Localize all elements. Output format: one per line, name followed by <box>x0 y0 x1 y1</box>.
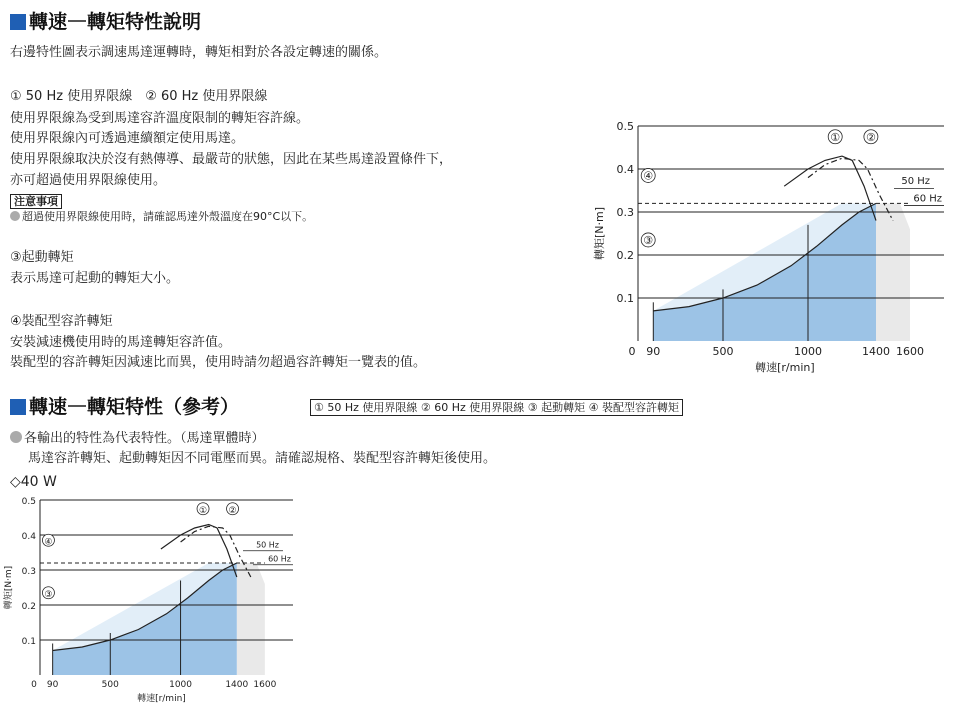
x-axis-label: 轉速[r/min] <box>137 694 186 704</box>
y-tick-label: 0.3 <box>21 567 36 577</box>
y-tick-label: 0.5 <box>21 497 36 507</box>
y-tick-label: 0.1 <box>21 637 36 647</box>
x-tick-label: 1000 <box>169 680 193 690</box>
legend-60hz: 60 Hz <box>268 554 291 564</box>
x-tick-label: 1400 <box>225 680 249 690</box>
legend-50hz: 50 Hz <box>256 540 279 550</box>
title-square-icon <box>10 399 26 415</box>
y-tick-label: 0.4 <box>21 532 36 542</box>
item12-line: 亦可超過使用界限線使用。 <box>10 173 167 188</box>
marker-label: ② <box>865 130 876 144</box>
legend-50hz: 50 Hz <box>901 176 930 188</box>
item4-line: 裝配型的容許轉矩因減速比而異，使用時請勿超過容許轉矩一覽表的值。 <box>10 355 427 370</box>
x-tick-label: 0 <box>31 680 37 690</box>
x-tick-label: 1600 <box>896 345 924 358</box>
title-square-icon <box>10 14 26 30</box>
item12-heading: ① 50 Hz 使用界限線 ② 60 Hz 使用界限線 <box>10 89 268 104</box>
legend-60hz: 60 Hz <box>913 193 942 205</box>
marker-label: ① <box>830 130 841 144</box>
region-gray <box>876 203 910 341</box>
x-tick-label: 0 <box>628 345 636 358</box>
y-tick-label: 0.5 <box>616 120 634 133</box>
y-tick-label: 0.2 <box>21 602 36 612</box>
y-tick-label: 0.3 <box>616 206 634 219</box>
item4-heading: ④裝配型容許轉矩 <box>10 314 113 329</box>
bullet-icon <box>10 211 20 221</box>
section2-title: 轉速 轉矩特性（參考） <box>10 392 239 419</box>
note-label: 注意事項 <box>10 190 62 209</box>
bullet-icon <box>10 431 22 443</box>
x-tick-label: 500 <box>712 345 734 358</box>
marker-label: ① <box>199 505 208 516</box>
y-axis-label: 轉矩[N·m] <box>4 565 14 610</box>
y-tick-label: 0.1 <box>616 292 634 305</box>
title-dash <box>68 405 86 407</box>
item12-line: 使用界限線取決於沒有熱傳導、最嚴苛的狀態，因此在某些馬達設置條件下， <box>10 152 453 167</box>
y-axis-label: 轉矩[N·m] <box>593 206 606 261</box>
note-text: 超過使用界限線使用時，請確認馬達外殼溫度在90°C以下。 <box>10 208 313 224</box>
section1-title: 轉速 轉矩特性說明 <box>10 7 201 34</box>
item12-line: 使用界限線內可透過連續額定使用馬達。 <box>10 131 245 146</box>
marker-label: ③ <box>44 589 53 600</box>
x-axis-label: 轉速[r/min] <box>755 361 815 374</box>
item12-line: 使用界限線為受到馬達容許溫度限制的轉矩容許線。 <box>10 111 310 126</box>
item4-line: 安裝減速機使用時的馬達轉矩容許值。 <box>10 335 232 350</box>
model-label: ◇40 W <box>10 474 57 490</box>
title-dash <box>68 20 86 22</box>
item3-heading: ③起動轉矩 <box>10 250 74 265</box>
marker-label: ② <box>228 505 237 516</box>
marker-label: ③ <box>643 233 654 247</box>
x-tick-label: 1400 <box>862 345 890 358</box>
x-tick-label: 1000 <box>794 345 822 358</box>
chart-main <box>590 110 960 382</box>
x-tick-label: 500 <box>101 680 119 690</box>
x-tick-label: 1600 <box>253 680 277 690</box>
legend-box: ① 50 Hz 使用界限線 ② 60 Hz 使用界限線 ③ 起動轉矩 ④ 裝配型容許轉矩 <box>310 396 683 415</box>
bullet-text-2: 馬達容許轉矩、起動轉矩因不同電壓而異。請確認規格、裝配型容許轉矩後使用。 <box>28 451 497 466</box>
x-tick-label: 90 <box>646 345 661 358</box>
bullet-text: 各輸出的特性為代表特性。（馬達單體時） <box>10 427 265 446</box>
marker-label: ④ <box>44 537 53 548</box>
item3-text: 表示馬達可起動的轉矩大小。 <box>10 271 180 286</box>
x-tick-label: 90 <box>46 680 59 690</box>
chart-40w <box>0 488 300 714</box>
marker-label: ④ <box>643 169 654 183</box>
y-tick-label: 0.2 <box>616 249 634 262</box>
y-tick-label: 0.4 <box>616 163 634 176</box>
region-gray <box>237 563 265 675</box>
intro-text: 右邊特性圖表示調速馬達運轉時，轉矩相對於各設定轉速的關係。 <box>10 45 388 60</box>
